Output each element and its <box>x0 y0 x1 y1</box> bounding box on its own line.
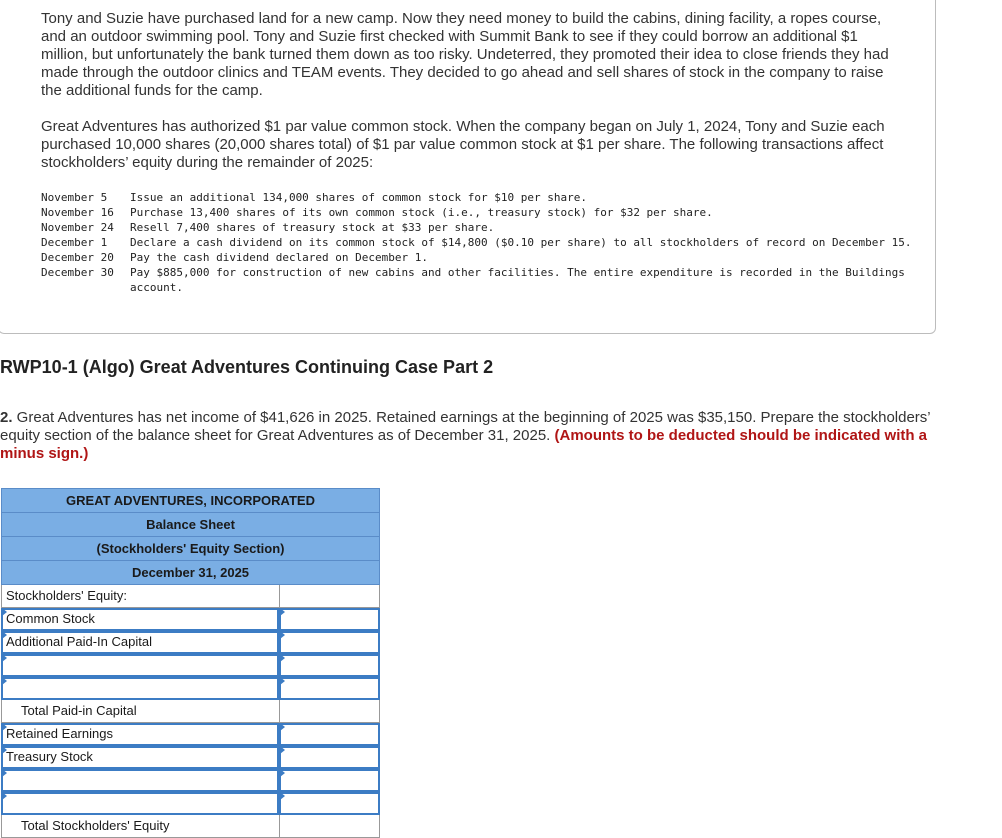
transaction-row <box>41 205 921 220</box>
transaction-description: Purchase 13,400 shares of its own common stock (i.e., treasury stock) for $32 per share. <box>130 206 713 219</box>
total-stockholders-equity-amount <box>279 815 380 838</box>
blank-amount-input[interactable] <box>279 654 380 677</box>
table-row <box>1 723 380 746</box>
transaction-row <box>41 250 921 265</box>
transaction-date: November 24 <box>41 221 114 234</box>
statement-date: December 31, 2025 <box>2 561 379 585</box>
transaction-row <box>41 220 921 235</box>
blank-label-input[interactable] <box>1 677 279 700</box>
question-text <box>0 409 945 463</box>
blank-amount-input[interactable] <box>279 769 380 792</box>
transaction-row <box>41 235 921 250</box>
table-row <box>1 792 380 815</box>
transaction-description: Resell 7,400 shares of treasury stock at $33 per share. <box>130 221 495 234</box>
blank-label-input[interactable] <box>1 654 279 677</box>
transaction-date: December 30 <box>41 266 114 279</box>
transaction-date: November 16 <box>41 206 114 219</box>
common-stock-amount-input[interactable] <box>279 608 380 631</box>
blank-label-input[interactable] <box>1 769 279 792</box>
transactions-list <box>41 190 921 295</box>
transaction-description: Pay $885,000 for construction of new cabins and other facilities. The entire expenditure is recorded in the Buildings account. <box>130 266 905 294</box>
stockholders-equity-header: Stockholders' Equity: <box>1 585 279 608</box>
total-stockholders-equity-label: Total Stockholders' Equity <box>1 815 279 838</box>
treasury-stock-amount-input[interactable] <box>279 746 380 769</box>
retained-earnings-label-input[interactable]: Retained Earnings <box>1 723 279 746</box>
question-number: 2. <box>0 409 13 426</box>
common-stock-label-input[interactable]: Common Stock <box>1 608 279 631</box>
blank-amount-input[interactable] <box>279 677 380 700</box>
table-row <box>1 654 380 677</box>
table-row <box>1 608 380 631</box>
transaction-date: December 1 <box>41 236 108 249</box>
table-row <box>1 700 380 723</box>
table-row <box>1 815 380 838</box>
table-row <box>1 746 380 769</box>
table-row <box>1 677 380 700</box>
case-paragraph-1: Tony and Suzie have purchased land for a new camp. Now they need money to build the cabins, dining facility, a ropes course, and an outdoor swimming pool. Tony and Suzie first checked with Summit Bank to see if they could borrow an additional $1 million, but unfortunately the bank turned them down as too risky. Undeterred, they promoted their idea to close friends they had made through the outdoor clinics and TEAM events. They decided to go ahead and sell shares of stock in the company to raise the additional funds for the camp. <box>41 10 889 99</box>
table-row <box>1 769 380 792</box>
problem-title: RWP10-1 (Algo) Great Adventures Continuing Case Part 2 <box>0 357 494 377</box>
company-name: GREAT ADVENTURES, INCORPORATED <box>2 489 379 513</box>
transaction-row <box>41 265 921 295</box>
retained-earnings-amount-input[interactable] <box>279 723 380 746</box>
balance-sheet-header <box>1 488 380 585</box>
amount-cell <box>279 585 380 608</box>
transaction-description: Issue an additional 134,000 shares of common stock for $10 per share. <box>130 191 587 204</box>
total-paid-in-capital-label: Total Paid-in Capital <box>1 700 279 723</box>
transaction-date: November 5 <box>41 191 108 204</box>
table-row <box>1 631 380 654</box>
transaction-date: December 20 <box>41 251 114 264</box>
total-paid-in-capital-amount <box>279 700 380 723</box>
apic-label-input[interactable]: Additional Paid-In Capital <box>1 631 279 654</box>
question-body: Great Adventures has net income of $41,626 in 2025. Retained earnings at the beginning of 2025 was $35,150. Prepare the stockholders’ equity section of the balance sheet for Great Adventures as of December 31, 2025. <box>0 409 931 444</box>
transaction-description: Declare a cash dividend on its common stock of $14,800 ($0.10 per share) to all stockholders of record on December 15. <box>130 236 912 249</box>
question-note: (Amounts to be deducted should be indicated with a minus sign.) <box>0 427 928 462</box>
case-paragraph-2: Great Adventures has authorized $1 par value common stock. When the company began on July 1, 2024, Tony and Suzie each purchased 10,000 shares (20,000 shares total) of $1 par value common stock at $1 per share. The following transactions affect stockholders’ equity during the remainder of 2025: <box>41 118 885 171</box>
treasury-stock-label-input[interactable]: Treasury Stock <box>1 746 279 769</box>
table-row <box>1 585 380 608</box>
transaction-row <box>41 190 921 205</box>
apic-amount-input[interactable] <box>279 631 380 654</box>
blank-amount-input[interactable] <box>279 792 380 815</box>
statement-name: Balance Sheet <box>2 513 379 537</box>
transaction-description: Pay the cash dividend declared on December 1. <box>130 251 429 264</box>
section-name: (Stockholders' Equity Section) <box>2 537 379 561</box>
blank-label-input[interactable] <box>1 792 279 815</box>
balance-sheet-table <box>1 488 380 838</box>
